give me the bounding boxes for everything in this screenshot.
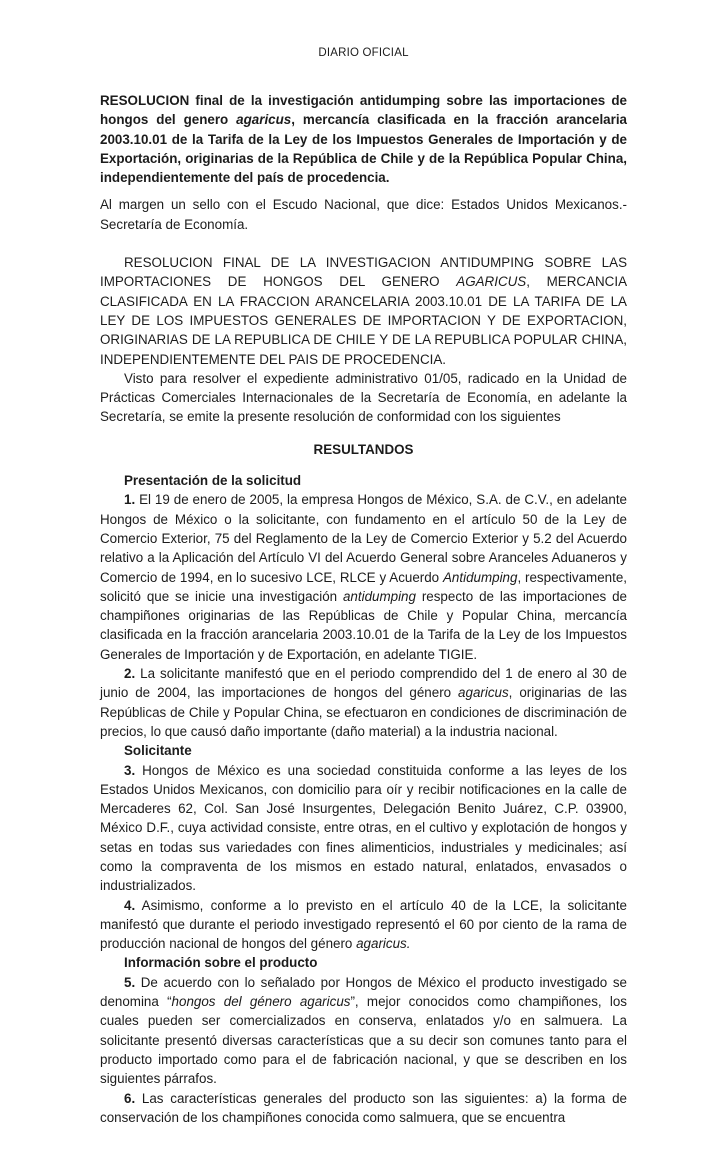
- resolution-title-caps: RESOLUCION FINAL DE LA INVESTIGACION ANTIDUMPING SOBRE LAS IMPORTACIONES DE HONGOS DEL GENERO AGARICUS, MERCANCIA CLASIFICADA EN LA FRACCION ARANCELARIA 2003.10.01 DE LA TARIFA DE LA LEY DE LOS IMPUESTOS GENERALES DE IMPORTACION Y DE EXPORTACION, ORIGINARIAS DE LA REPUBLICA DE CHILE Y DE LA REPUBLICA POPULAR CHINA, INDEPENDIENTEMENTE DEL PAIS DE PROCEDENCIA.: [100, 255, 627, 367]
- subheading-solicitante: Solicitante: [124, 743, 192, 759]
- paragraph-2: 2. La solicitante manifestó que en el periodo comprendido del 1 de enero al 30 de junio de 2004, las importaciones de hongos del género agaricus, originarias de las Repúblicas de Chile y Popular China, se efectuaron en condiciones de discriminación de precios, lo que causó daño importante (daño material) a la industria nacional.: [100, 666, 628, 739]
- paragraph-1: 1. El 19 de enero de 2005, la empresa Hongos de México, S.A. de C.V., en adelante Hongos de México o la solicitante, con fundamento en el artículo 50 de la Ley de Comercio Exterior, 75 del Reglamento de la Ley de Comercio Exterior y 5.2 del Acuerdo relativo a la Aplicación del Artículo VI del Acuerdo General sobre Aranceles Aduaneros y Comercio de 1994, en lo sucesivo LCE, RLCE y Acuerdo Antidumping, respectivamente, solicitó que se inicie una investigación antidumping respecto de las importaciones de champiñones originarias de las Repúblicas de Chile y Popular China, mercancía clasificada en la fracción arancelaria 2003.10.01 de la Tarifa de la Ley de los Impuestos Generales de Importación y de Exportación, en adelante TIGIE.: [100, 492, 627, 662]
- page-header-title: DIARIO OFICIAL: [318, 47, 409, 59]
- resultandos-heading: RESULTANDOS: [313, 441, 414, 457]
- resolution-summary: RESOLUCION final de la investigación antidumping sobre las importaciones de hongos del genero agaricus, mercancía clasificada en la fracción arancelaria 2003.10.01 de la Tarifa de la Ley de los Impuestos Generales de Importación y de Exportación, originarias de la República de Chile y de la República Popular China, independientemente del país de procedencia.: [100, 93, 627, 186]
- margin-seal-note: Al margen un sello con el Escudo Nacional, que dice: Estados Unidos Mexicanos.- Secretaría de Economía.: [100, 197, 627, 232]
- document-body: [100, 91, 627, 1127]
- subheading-presentacion-solicitud: Presentación de la solicitud: [124, 473, 302, 489]
- visto-paragraph: Visto para resolver el expediente administrativo 01/05, radicado en la Unidad de Prácticas Comerciales Internacionales de la Secretaría de Economía, en adelante la Secretaría, se emite la presente resolución de conformidad con los siguientes: [100, 370, 627, 425]
- paragraph-5: 5. De acuerdo con lo señalado por Hongos de México el producto investigado se denomina “hongos del género agaricus”, mejor conocidos como champiñones, los cuales pueden ser comercializados en conserva, enlatados y/o en salmuera. La solicitante presentó diversas características que a su decir son comunes tanto para el producto importado como para el de fabricación nacional, y que se describen en los siguientes párrafos.: [100, 974, 627, 1087]
- paragraph-6: 6. Las características generales del producto son las siguientes: a) la forma de conservación de los champiñones conocida como salmuera, que se encuentra: [100, 1090, 627, 1125]
- subheading-informacion-producto: Información sobre el producto: [124, 955, 318, 971]
- paragraph-4: 4. Asimismo, conforme a lo previsto en el artículo 40 de la LCE, la solicitante manifestó que durante el periodo investigado representó el 60 por ciento de la rama de producción nacional de hongos del género agaricus.: [100, 897, 627, 952]
- paragraph-3: 3. Hongos de México es una sociedad constituida conforme a las leyes de los Estados Unidos Mexicanos, con domicilio para oír y recibir notificaciones en la calle de Mercaderes 62, Col. San José Insurgentes, Delegación Benito Juárez, C.P. 03900, México D.F., cuya actividad consiste, entre otras, en el cultivo y explotación de hongos y setas en todas sus variedades con fines alimenticios, industriales y medicinales; así como la compraventa de los mismos en estado natural, enlatados, envasados o industrializados.: [100, 762, 627, 894]
